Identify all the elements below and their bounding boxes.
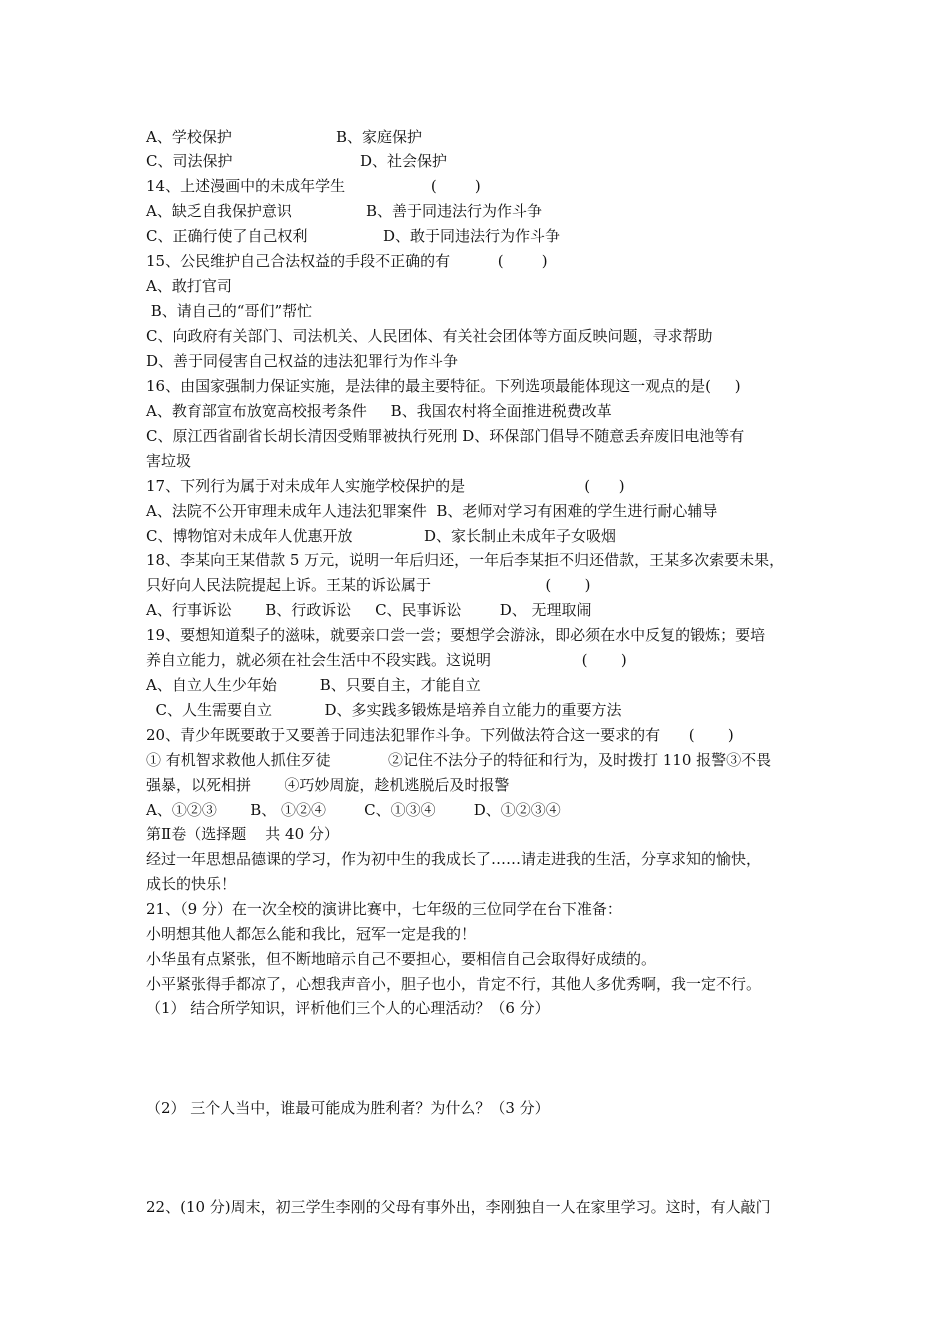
option-line: B、善于同违法行为作斗争 bbox=[366, 202, 543, 220]
sub-question-1: （1） 结合所学知识，评析他们三个人的心理活动？（6 分） bbox=[146, 999, 550, 1017]
option-line: C、司法保护 bbox=[146, 152, 233, 170]
question-16: 16、由国家强制力保证实施，是法律的最主要特征。下列选项最能体现这一观点的是( ) bbox=[146, 377, 741, 395]
question-18-cont: 只好向人民法院提起上诉。王某的诉讼属于 ( ) bbox=[146, 576, 591, 594]
question-15: 15、公民维护自己合法权益的手段不正确的有 ( ) bbox=[146, 252, 548, 270]
option-line: C、人生需要自立 D、多实践多锻炼是培养自立能力的重要方法 bbox=[146, 701, 622, 719]
option-line: D、家长制止未成年子女吸烟 bbox=[424, 527, 617, 545]
option-line: D、敢于同违法行为作斗争 bbox=[383, 227, 561, 245]
option-line: A、①②③ B、 ①②④ C、①③④ D、①②③④ bbox=[146, 801, 561, 819]
option-line: A、行事诉讼 B、行政诉讼 C、民事诉讼 D、 无理取闹 bbox=[146, 601, 592, 619]
option-line: C、原江西省副省长胡长清因受贿罪被执行死刑 D、环保部门倡导不随意丢弃废旧电池等有 bbox=[146, 427, 745, 445]
option-line: D、社会保护 bbox=[360, 152, 448, 170]
option-line: A、教育部宣布放宽高校报考条件 B、我国农村将全面推进税费改革 bbox=[146, 402, 612, 420]
intro-text-cont: 成长的快乐！ bbox=[146, 875, 237, 893]
question-19-cont: 养自立能力，就必须在社会生活中不段实践。这说明 ( ) bbox=[146, 651, 627, 669]
option-line: C、向政府有关部门、司法机关、人民团体、有关社会团体等方面反映问题，寻求帮助 bbox=[146, 327, 713, 345]
option-line: D、善于同侵害自己权益的违法犯罪行为作斗争 bbox=[146, 352, 459, 370]
option-line: 害垃圾 bbox=[146, 452, 192, 470]
question-14: 14、上述漫画中的未成年学生 ( ) bbox=[146, 177, 481, 195]
option-line: A、敢打官司 bbox=[146, 277, 232, 295]
option-line: B、请自己的“哥们”帮忙 bbox=[146, 302, 313, 320]
option-line: B、家庭保护 bbox=[336, 128, 423, 146]
option-line: C、正确行使了自己权利 bbox=[146, 227, 308, 245]
option-line: C、博物馆对未成年人优惠开放 bbox=[146, 527, 353, 545]
question-21-text: 小明想其他人都怎么能和我比，冠军一定是我的！ bbox=[146, 925, 477, 943]
option-line: A、学校保护 bbox=[146, 128, 232, 146]
question-19: 19、要想知道梨子的滋味，就要亲口尝一尝；要想学会游泳，即必须在水中反复的锻炼；要培 bbox=[146, 626, 766, 644]
option-line: A、自立人生少年始 B、只要自主，才能自立 bbox=[146, 676, 481, 694]
question-21-text: 小平紧张得手都凉了，心想我声音小，胆子也小，肯定不行，其他人多优秀啊，我一定不行。 bbox=[146, 975, 762, 993]
question-20: 20、青少年既要敢于又要善于同违法犯罪作斗争。下列做法符合这一要求的有 ( ) bbox=[146, 726, 734, 744]
question-20-items: ① 有机智求救他人抓住歹徒 ②记住不法分子的特征和行为，及时拨打 110 报警③不畏 bbox=[146, 751, 772, 769]
question-21: 21、（9 分）在一次全校的演讲比赛中，七年级的三位同学在台下准备： bbox=[146, 900, 622, 918]
question-20-items-cont: 强暴，以死相拼 ④巧妙周旋，趁机逃脱后及时报警 bbox=[146, 776, 510, 794]
option-line: A、法院不公开审理未成年人违法犯罪案件 B、老师对学习有困难的学生进行耐心辅导 bbox=[146, 502, 718, 520]
sub-question-2: （2） 三个人当中，谁最可能成为胜利者？为什么？（3 分） bbox=[146, 1099, 550, 1117]
intro-text: 经过一年思想品德课的学习，作为初中生的我成长了……请走进我的生活，分享求知的愉快， bbox=[146, 850, 762, 868]
question-22: 22、(10 分)周末，初三学生李刚的父母有事外出，李刚独自一人在家里学习。这时，有人敲门 bbox=[146, 1198, 771, 1216]
option-line: A、缺乏自我保护意识 bbox=[146, 202, 292, 220]
question-17: 17、下列行为属于对未成年人实施学校保护的是 ( ) bbox=[146, 477, 625, 495]
question-21-text: 小华虽有点紧张，但不断地暗示自己不要担心，要相信自己会取得好成绩的。 bbox=[146, 950, 657, 968]
question-18: 18、李某向王某借款 5 万元，说明一年后归还，一年后李某拒不归还借款，王某多次索要未果， bbox=[146, 551, 785, 569]
section-heading: 第Ⅱ卷（选择题 共 40 分） bbox=[146, 825, 339, 843]
